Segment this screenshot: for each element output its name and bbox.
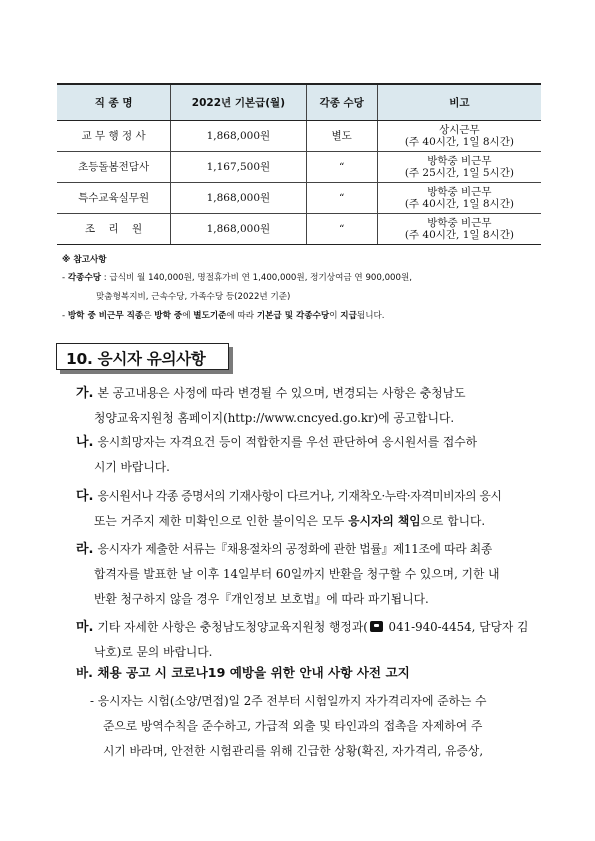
item-ra [76, 537, 546, 612]
ref-bold-4: 기본급 및 각종수당 [256, 311, 330, 321]
header-salary: 2022년 기본급(월) [171, 84, 306, 121]
item-na-line-1 [76, 430, 546, 455]
telephone-icon [370, 621, 383, 632]
item-ba-line-1: - 응시자는 시험(소양/면접)일 2주 전부터 시험일까지 자가격리자에 준하는 수 [90, 694, 487, 708]
header-job: 직 종 명 [57, 84, 171, 121]
cell-note [377, 121, 541, 152]
cell-note [377, 152, 541, 183]
ref-bold-2: 방학 중 [154, 311, 183, 321]
item-da-line-1 [76, 484, 546, 509]
item-ba-title: 바. 채용 공고 시 코로나19 예방을 위한 안내 사항 사전 고지 [76, 665, 410, 680]
item-ba-line-2: 준으로 방역수칙을 준수하고, 가급적 외출 및 타인과의 접촉을 자제하여 주 [103, 719, 483, 733]
note-line-2: (주 40시간, 1일 8시간) [404, 198, 514, 210]
item-na-label: 나. [76, 435, 94, 450]
cell-allowance: 별도 [306, 121, 377, 152]
note-line-1: 방학중 비근무 [427, 186, 492, 198]
table-row [57, 152, 541, 183]
item-ma [76, 615, 546, 665]
item-ba-body [90, 689, 550, 764]
ref-bold-3: 별도기준 [193, 311, 227, 321]
item-da-label: 다. [76, 489, 94, 504]
cell-note [377, 214, 541, 245]
note-line-2: (주 40시간, 1일 8시간) [404, 136, 514, 148]
header-allowance: 각종 수당 [306, 84, 377, 121]
cell-job: 초등돌봄전담사 [57, 152, 171, 183]
cell-salary: 1,868,000원 [171, 183, 306, 214]
cell-allowance: “ [306, 183, 377, 214]
item-ma-label: 마. [76, 620, 94, 635]
item-ma-line-1 [76, 615, 546, 640]
ref-text-4: 이 [329, 311, 341, 321]
note-line-2: (주 40시간, 1일 8시간) [404, 229, 514, 241]
item-na [76, 430, 546, 480]
item-da-text-2c: 으로 합니다. [420, 514, 486, 528]
item-da-text-1: 응시원서나 각종 증명서의 기재사항이 다르거나, 기재착오·누락·자격미비자의 응시 [97, 489, 502, 503]
item-na-line-2: 시기 바랍니다. [94, 460, 170, 474]
item-da-text-2b: 응시자의 책임 [348, 514, 421, 528]
item-ba-line-3: 시기 바라며, 안전한 시험관리를 위해 긴급한 상황(확진, 자가격리, 유증상, [103, 744, 484, 758]
item-ra-line-1 [76, 537, 546, 562]
ref-text-5: 됩니다. [356, 311, 385, 321]
item-ga-text-1: 본 공고내용은 사정에 따라 변경될 수 있으며, 변경되는 사항은 충청남도 [97, 386, 466, 400]
reference-title: ※ 참고사항 [62, 255, 107, 265]
item-ra-line-3: 반환 청구하지 않을 경우『개인정보 보호법』에 따라 파기됩니다. [94, 592, 429, 606]
cell-note [377, 183, 541, 214]
cell-salary: 1,868,000원 [171, 214, 306, 245]
table-header-row [57, 84, 541, 121]
item-ga-line-1 [76, 381, 546, 406]
item-ra-text-1: 응시자가 제출한 서류는『채용절차의 공정화에 관한 법률』제11조에 따라 최종 [97, 542, 492, 556]
section-title: 10. 응시자 유의사항 [66, 350, 206, 368]
note-line-1: 상시근무 [439, 124, 480, 136]
cell-job: 특수교육실무원 [57, 183, 171, 214]
item-ga-line-2: 청양교육지원청 홈페이지(http://www.cncyed.go.kr)에 공고합니다. [94, 411, 455, 425]
note-line-1: 방학중 비근무 [427, 217, 492, 229]
ref-text-3: 에 따라 [226, 311, 257, 321]
item-ra-label: 라. [76, 542, 94, 557]
cell-allowance: “ [306, 214, 377, 245]
cell-job: 교 무 행 정 사 [57, 121, 171, 152]
note-line-1: 방학중 비근무 [427, 155, 492, 167]
reference-allowance-text: : 급식비 월 140,000원, 명절휴가비 연 1,400,000원, 정기상여금 연 900,000원, [101, 273, 413, 283]
cell-salary: 1,868,000원 [171, 121, 306, 152]
reference-allowance-label: 각종수당 [67, 273, 102, 283]
ref-text-1: 은 [143, 311, 155, 321]
item-ma-text-1b: 041-940-4454, 담당자 김 [384, 620, 529, 634]
item-ra-line-2: 합격자를 발표한 날 이후 14일부터 60일까지 반환을 청구할 수 있으며, 기한 내 [94, 567, 500, 581]
item-ma-text-1a: 기타 자세한 사항은 충청남도청양교육지원청 행정과( [97, 620, 368, 634]
item-na-text-1: 응시희망자는 자격요건 등이 적합한지를 우선 판단하여 응시원서를 접수하 [97, 435, 478, 449]
reference-line-2: 맞춤형복지비, 근속수당, 가족수당 등(2022년 기준) [96, 292, 291, 302]
reference-line-1: - 각종수당 : 급식비 월 140,000원, 명절휴가비 연 1,400,000원, 정기상여금 연 900,000원, [62, 273, 413, 283]
item-ga [76, 381, 546, 431]
item-da-line-2 [76, 509, 546, 534]
ref-bold-1: 방학 중 비근무 직종 [67, 311, 144, 321]
salary-table [57, 83, 541, 245]
item-da-text-2a: 또는 거주지 제한 미확인으로 인한 불이익은 모두 [94, 514, 349, 528]
note-line-2: (주 25시간, 1일 5시간) [404, 167, 514, 179]
cell-allowance: “ [306, 152, 377, 183]
item-ma-line-2: 낙호)로 문의 바랍니다. [94, 645, 213, 659]
reference-line-3: - 방학 중 비근무 직종은 방학 중에 별도기준에 따라 기본급 및 각종수당이 지급됩니다. [62, 311, 385, 321]
header-note: 비고 [377, 84, 541, 121]
cell-job: 조 리 원 [57, 214, 171, 245]
table-row [57, 214, 541, 245]
ref-bold-5: 지급 [340, 311, 357, 321]
table-row [57, 121, 541, 152]
ref-text-2: 에 [182, 311, 194, 321]
item-da [76, 484, 546, 534]
item-ga-label: 가. [76, 386, 94, 401]
cell-salary: 1,167,500원 [171, 152, 306, 183]
section-heading-box [56, 343, 229, 370]
table-row [57, 183, 541, 214]
